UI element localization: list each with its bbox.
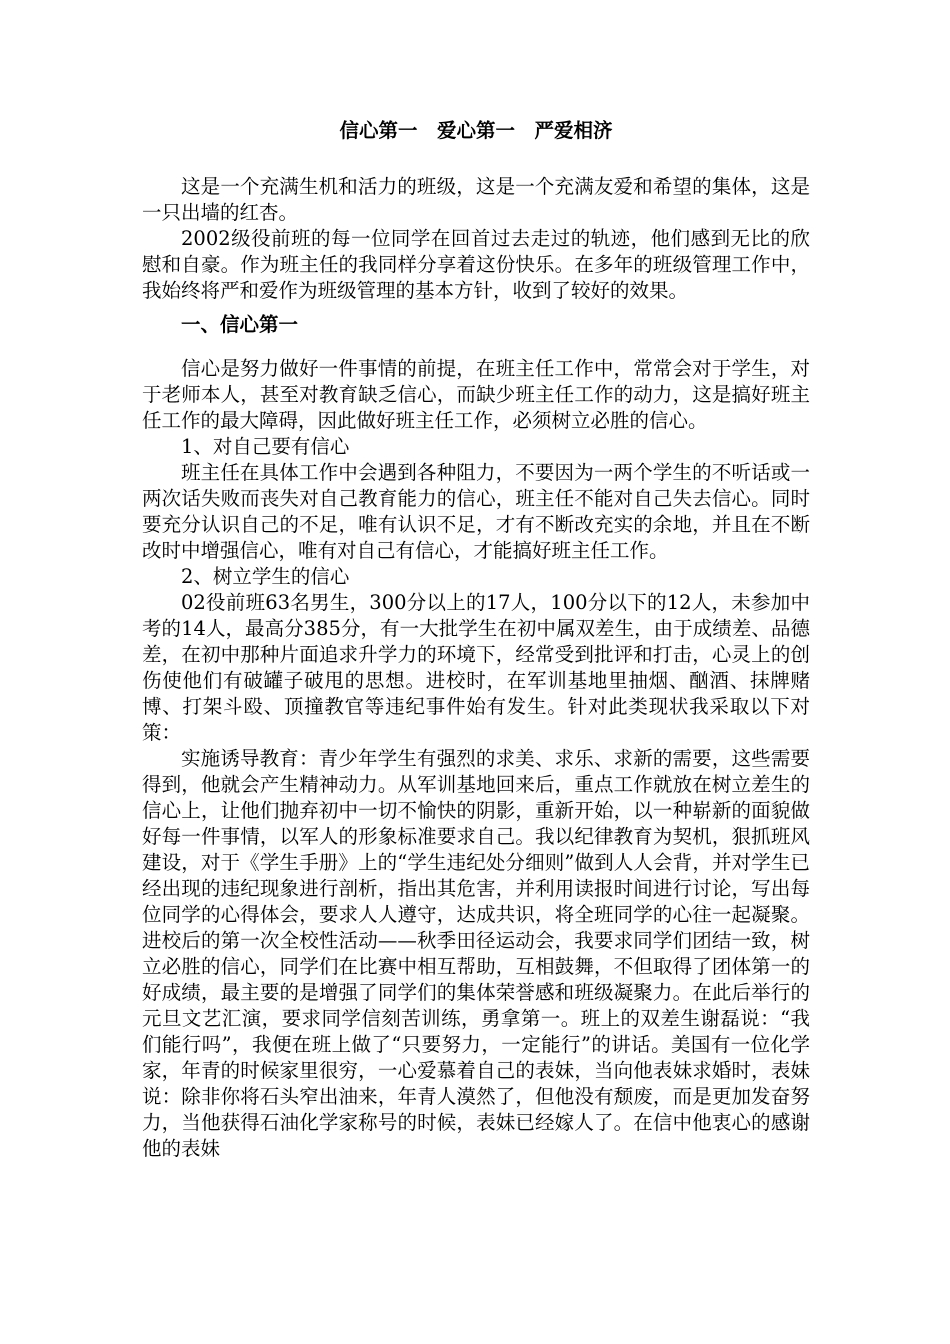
subparagraph-2: 02役前班63名男生，300分以上的17人，100分以下的12人，未参加中考的14人，最高分385分，有一大批学生在初中属双差生，由于成绩差、品德差，在初中那种片面追求升学力的环境下，经常受到批评和打击，心灵上的创伤使他们有破罐子破甩的思想。进校时，在军训基地里抽烟、酗酒、抹牌赌博、打架斗殴、顶撞教官等违纪事件始有发生。针对此类现状我采取以下对策： [142,591,810,744]
title-text: 信心第一 爱心第一 严爱相济 [339,119,613,142]
page-title [142,118,810,144]
section-heading-1: 一、信心第一 [181,313,299,336]
subparagraph-3: 实施诱导教育：青少年学生有强烈的求美、求乐、求新的需要，这些需要得到，他就会产生精神动力。从军训基地回来后，重点工作就放在树立差生的信心上，让他们抛弃初中一切不愉快的阴影，重新开始，以一种崭新的面貌做好每一件事情，以军人的形象标准要求自己。我以纪律教育为契机，狠抓班风建设，对于《学生手册》上的“学生违纪处分细则”做到人人会背，并对学生已经出现的违纪现象进行剖析，指出其危害，并利用读报时间进行讨论，写出每位同学的心得体会，要求人人遵守，达成共识，将全班同学的心往一起凝聚。进校后的第一次全校性活动——秋季田径运动会，我要求同学们团结一致，树立必胜的信心，同学们在比赛中相互帮助，互相鼓舞，不但取得了团体第一的好成绩，最主要的是增强了同学们的集体荣誉感和班级凝聚力。在此后举行的元旦文艺汇演，要求同学信刻苦训练，勇拿第一。班上的双差生谢磊说：“我们能行吗”，我便在班上做了“只要努力，一定能行”的讲话。美国有一位化学家，年青的时候家里很穷，一心爱慕着自己的表妹，当向他表妹求婚时，表妹说：除非你将石头窄出油来，年青人漠然了，但他没有颓废，而是更加发奋努力，当他获得石油化学家称号的时候，表妹已经嫁人了。在信中他衷心的感谢他的表妹 [142,747,810,1160]
intro-paragraph-1: 这是一个充满生机和活力的班级，这是一个充满友爱和希望的集体，这是一只出墙的红杏。 [142,175,810,224]
section1-intro: 信心是努力做好一件事情的前提，在班主任工作中，常常会对于学生，对于老师本人，甚至对教育缺乏信心，而缺少班主任工作的动力，这是搞好班主任工作的最大障碍，因此做好班主任工作，必须树立必胜的信心。 [142,357,810,432]
document-page [142,118,810,1162]
subparagraph-1: 班主任在具体工作中会遇到各种阻力，不要因为一两个学生的不听话或一两次话失败而丧失对自己教育能力的信心，班主任不能对自己失去信心。同时要充分认识自己的不足，唯有认识不足，才有不断改充实的余地，并且在不断改时中增强信心，唯有对自己有信心，才能搞好班主任工作。 [142,461,810,562]
subheading-2: 2、树立学生的信心 [181,565,350,588]
intro-paragraph-2: 2002级役前班的每一位同学在回首过去走过的轨迹，他们感到无比的欣慰和自豪。作为班主任的我同样分享着这份快乐。在多年的班级管理工作中，我始终将严和爱作为班级管理的基本方针，收到了较好的效果。 [142,227,810,302]
subheading-1: 1、对自己要有信心 [181,435,350,458]
